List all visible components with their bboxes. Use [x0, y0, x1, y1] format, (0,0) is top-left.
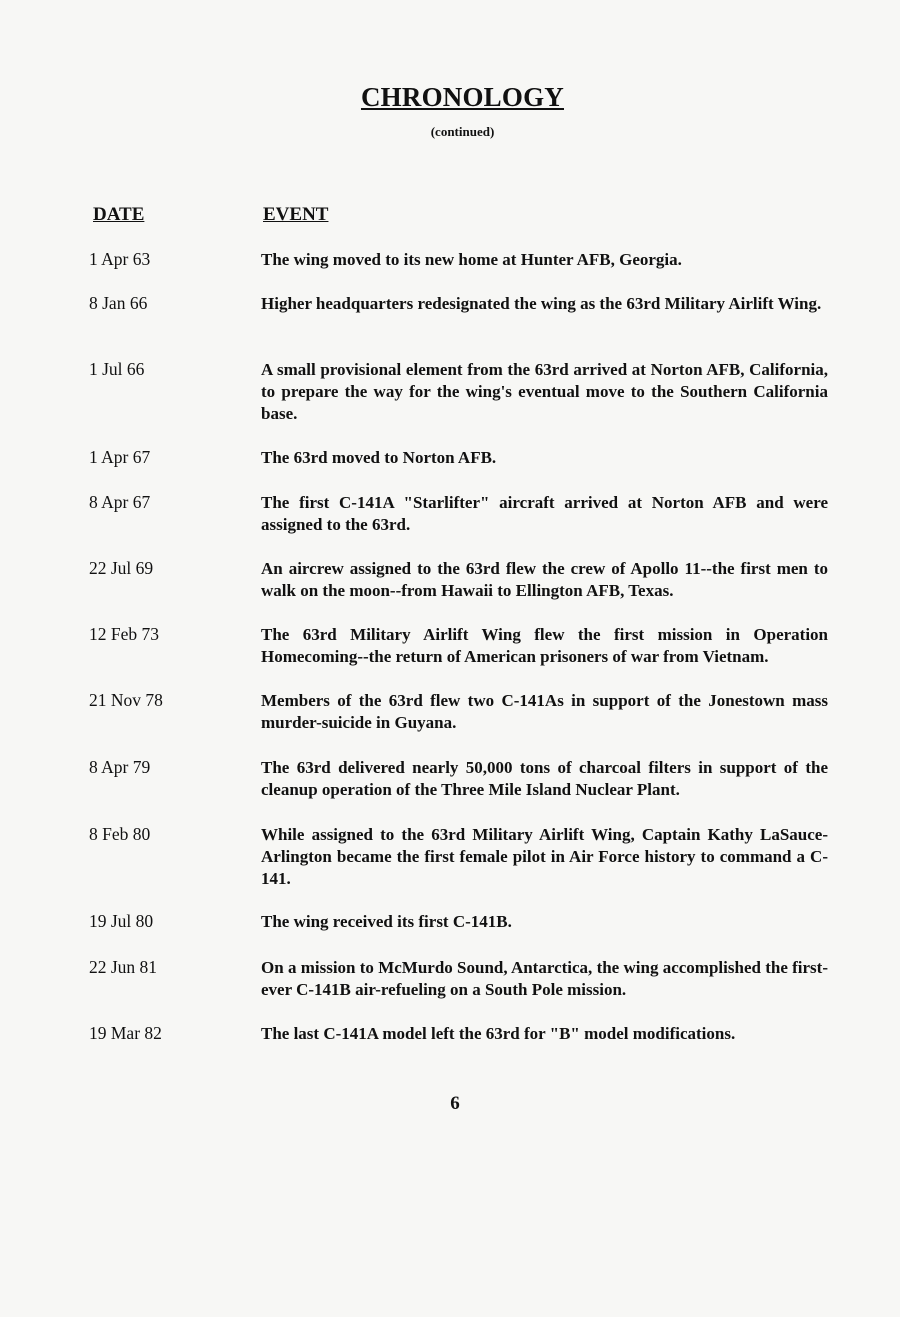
- entry-date: 22 Jun 81: [89, 957, 158, 977]
- entry-event: The 63rd delivered nearly 50,000 tons of charcoal filters in support of the cleanup operation of the Three Mile Island Nuclear Plant.: [261, 758, 828, 799]
- entry-date: 8 Apr 79: [89, 757, 151, 777]
- entry-date: 8 Jan 66: [89, 293, 148, 313]
- page-number: 6: [450, 1093, 460, 1114]
- event-column-header: EVENT: [263, 204, 329, 225]
- entry-date: 1 Jul 66: [89, 359, 145, 379]
- entry-date: 12 Feb 73: [89, 624, 159, 644]
- entry-event: The first C-141A "Starlifter" aircraft arrived at Norton AFB and were assigned to the 63rd.: [261, 493, 828, 534]
- entry-date: 8 Feb 80: [89, 824, 151, 844]
- entry-event: An aircrew assigned to the 63rd flew the crew of Apollo 11--the first men to walk on the moon--from Hawaii to Ellington AFB, Texas.: [261, 559, 828, 600]
- entry-event: Higher headquarters redesignated the wing as the 63rd Military Airlift Wing.: [261, 294, 822, 313]
- entry-date: 8 Apr 67: [89, 492, 151, 512]
- entry-date: 21 Nov 78: [89, 690, 163, 710]
- entry-date: 19 Mar 82: [89, 1023, 162, 1043]
- entry-date: 1 Apr 63: [89, 249, 151, 269]
- entry-event: The 63rd moved to Norton AFB.: [261, 448, 497, 467]
- page-subtitle: (continued): [430, 124, 495, 139]
- entry-event: The wing received its first C-141B.: [261, 912, 512, 931]
- entry-event: The wing moved to its new home at Hunter AFB, Georgia.: [261, 250, 682, 269]
- entry-date: 22 Jul 69: [89, 558, 154, 578]
- entry-event: While assigned to the 63rd Military Airlift Wing, Captain Kathy LaSauce-Arlington became the first female pilot in Air Force history to command a C-141.: [261, 825, 828, 888]
- entry-event: A small provisional element from the 63rd arrived at Norton AFB, California, to prepare the way for the wing's eventual move to the Southern California base.: [261, 360, 828, 423]
- date-column-header: DATE: [93, 204, 145, 225]
- entry-date: 19 Jul 80: [89, 911, 154, 931]
- entry-event: The 63rd Military Airlift Wing flew the first mission in Operation Homecoming--the return of American prisoners of war from Vietnam.: [261, 625, 828, 666]
- entry-date: 1 Apr 67: [89, 447, 151, 467]
- entry-event: On a mission to McMurdo Sound, Antarctica, the wing accomplished the first-ever C-141B air-refueling on a South Pole mission.: [261, 958, 828, 999]
- entry-event: The last C-141A model left the 63rd for "B" model modifications.: [261, 1024, 736, 1043]
- page-title: CHRONOLOGY: [360, 82, 564, 112]
- entry-event: Members of the 63rd flew two C-141As in support of the Jonestown mass murder-suicide in Guyana.: [261, 691, 828, 732]
